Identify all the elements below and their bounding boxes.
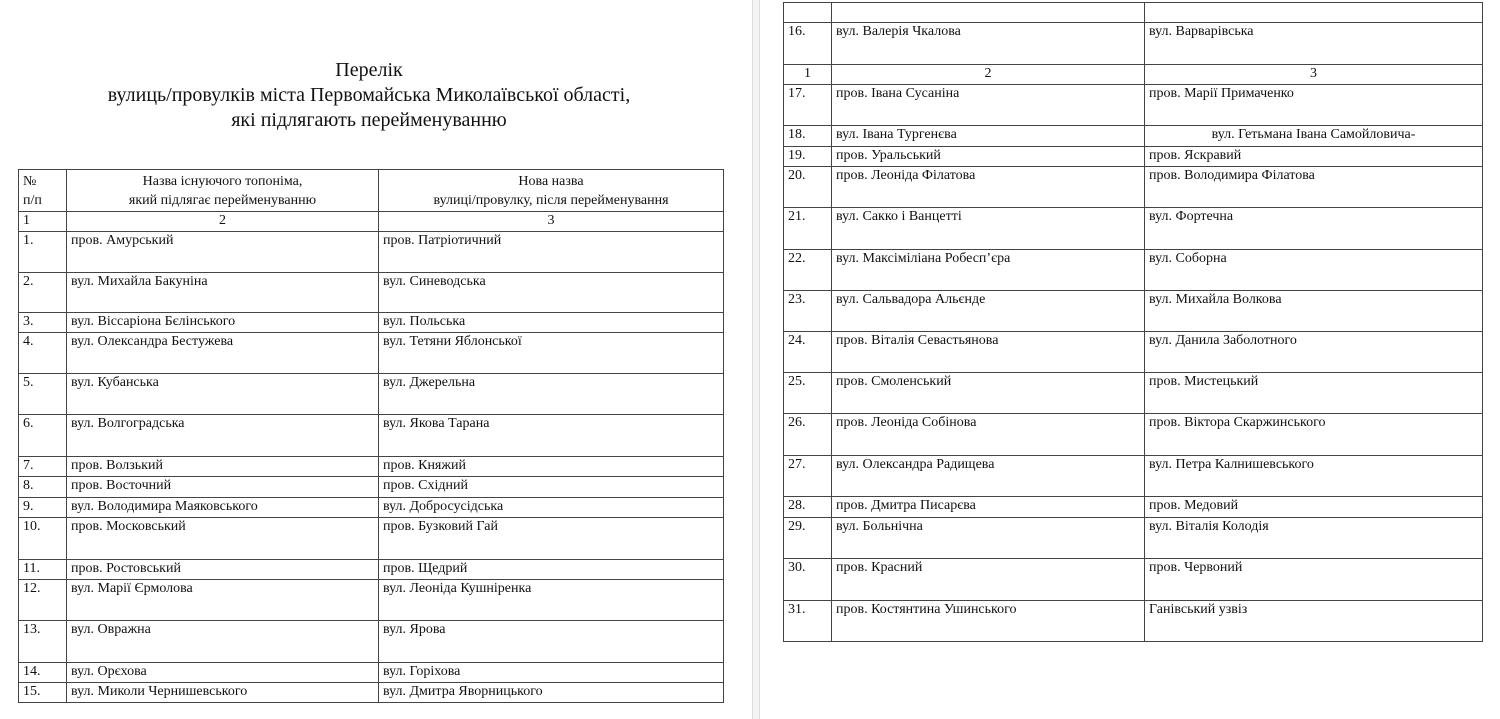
title-line-3: які підлягають перейменуванню <box>231 109 507 131</box>
table-row <box>784 23 1483 65</box>
row-number: 1. <box>19 232 67 273</box>
table-row <box>784 601 1483 642</box>
column-number-cell: 1 <box>784 65 832 85</box>
table-row <box>19 621 724 663</box>
old-name-cell: пров. Ростовський <box>67 560 379 580</box>
old-name-cell: пров. Віталія Севастьянова <box>832 332 1145 373</box>
row-number: 24. <box>784 332 832 373</box>
column-number-cell: 2 <box>832 65 1145 85</box>
old-name-cell: вул. Марії Єрмолова <box>67 580 379 621</box>
header-new-name-line-2: вулиці/провулку, після перейменування <box>433 193 669 208</box>
row-number: 4. <box>19 333 67 374</box>
header-number <box>19 170 67 212</box>
row-number: 15. <box>19 683 67 703</box>
new-name-cell: пров. Мистецький <box>1145 373 1483 414</box>
new-name-cell: пров. Володимира Філатова <box>1145 167 1483 208</box>
header-new-name-line-1: Нова назва <box>518 174 584 189</box>
table-row <box>784 85 1483 126</box>
empty-cell <box>784 3 832 23</box>
row-number: 3. <box>19 313 67 333</box>
new-name-cell: вул. Леоніда Кушніренка <box>379 580 724 621</box>
row-number: 11. <box>19 560 67 580</box>
new-name-cell: пров. Бузковий Гай <box>379 518 724 560</box>
new-name-cell: вул. Соборна <box>1145 250 1483 291</box>
table-row <box>784 456 1483 497</box>
column-number-cell: 2 <box>67 212 379 232</box>
column-number-row <box>19 212 724 232</box>
new-name-cell: вул. Петра Калнишевського <box>1145 456 1483 497</box>
table-row <box>784 497 1483 518</box>
header-old-name-line-2: який підлягає перейменуванню <box>128 193 317 208</box>
row-number: 10. <box>19 518 67 560</box>
row-number: 5. <box>19 374 67 415</box>
new-name-cell: вул. Михайла Волкова <box>1145 291 1483 332</box>
new-name-cell: вул. Ярова <box>379 621 724 663</box>
table-header-row <box>19 170 724 212</box>
table-row-empty <box>784 3 1483 23</box>
column-number-row <box>784 65 1483 85</box>
old-name-cell: пров. Леоніда Філатова <box>832 167 1145 208</box>
table-row <box>19 313 724 333</box>
row-number: 30. <box>784 559 832 601</box>
row-number: 9. <box>19 498 67 518</box>
title-line-1: Перелік <box>335 59 403 81</box>
row-number: 13. <box>19 621 67 663</box>
row-number: 6. <box>19 415 67 457</box>
row-number: 19. <box>784 147 832 167</box>
row-number: 8. <box>19 477 67 498</box>
old-name-cell: пров. Амурський <box>67 232 379 273</box>
old-name-cell: вул. Валерія Чкалова <box>832 23 1145 65</box>
new-name-cell: вул. Добросусідська <box>379 498 724 518</box>
document-title <box>14 58 724 133</box>
new-name-cell: вул. Тетяни Яблонської <box>379 333 724 374</box>
table-row <box>19 273 724 313</box>
row-number: 29. <box>784 518 832 559</box>
table-row <box>784 414 1483 456</box>
old-name-cell: вул. Віссаріона Бєлінського <box>67 313 379 333</box>
old-name-cell: пров. Московський <box>67 518 379 560</box>
table-row <box>784 291 1483 332</box>
header-number-line-1: № <box>23 174 37 189</box>
old-name-cell: вул. Миколи Чернишевського <box>67 683 379 703</box>
header-old-name-line-1: Назва існуючого топоніма, <box>142 174 303 189</box>
table-row <box>784 332 1483 373</box>
old-name-cell: вул. Михайла Бакуніна <box>67 273 379 313</box>
header-number-line-2: п/п <box>23 193 42 208</box>
table-row <box>784 559 1483 601</box>
column-number-cell: 1 <box>19 212 67 232</box>
new-name-cell: пров. Княжий <box>379 457 724 477</box>
new-name-cell: пров. Щедрий <box>379 560 724 580</box>
new-name-cell: пров. Марії Примаченко <box>1145 85 1483 126</box>
old-name-cell: вул. Івана Тургенєва <box>832 126 1145 147</box>
new-name-cell: вул. Данила Заболотного <box>1145 332 1483 373</box>
row-number: 18. <box>784 126 832 147</box>
empty-cell <box>832 3 1145 23</box>
column-number-cell: 3 <box>379 212 724 232</box>
new-name-cell: пров. Яскравий <box>1145 147 1483 167</box>
new-name-cell: вул. Горіхова <box>379 663 724 683</box>
table-row <box>19 374 724 415</box>
old-name-cell: вул. Сальвадора Альєнде <box>832 291 1145 332</box>
old-name-cell: пров. Восточний <box>67 477 379 498</box>
new-name-cell: пров. Червоний <box>1145 559 1483 601</box>
row-number: 17. <box>784 85 832 126</box>
title-line-2: вулиць/провулків міста Первомайська Миколаївської області, <box>107 84 631 106</box>
old-name-cell: вул. Волгоградська <box>67 415 379 457</box>
old-name-cell: вул. Олександра Бестужева <box>67 333 379 374</box>
new-name-cell: пров. Медовий <box>1145 497 1483 518</box>
table-row <box>19 498 724 518</box>
page-gutter <box>752 0 760 719</box>
old-name-cell: пров. Смоленський <box>832 373 1145 414</box>
table-row <box>784 167 1483 208</box>
old-name-cell: пров. Леоніда Собінова <box>832 414 1145 456</box>
header-old-name <box>67 170 379 212</box>
table-row <box>784 373 1483 414</box>
table-row <box>19 518 724 560</box>
document-page-right <box>760 0 1500 719</box>
row-number: 26. <box>784 414 832 456</box>
new-name-cell: вул. Дмитра Яворницького <box>379 683 724 703</box>
table-row <box>19 663 724 683</box>
table-row <box>784 208 1483 250</box>
new-name-cell: пров. Віктора Скаржинського <box>1145 414 1483 456</box>
table-row <box>19 333 724 374</box>
renaming-table-part-1 <box>18 169 724 703</box>
row-number: 22. <box>784 250 832 291</box>
table-row <box>784 518 1483 559</box>
old-name-cell: пров. Костянтина Ушинського <box>832 601 1145 642</box>
table-row <box>784 147 1483 167</box>
row-number: 14. <box>19 663 67 683</box>
old-name-cell: пров. Красний <box>832 559 1145 601</box>
row-number: 23. <box>784 291 832 332</box>
new-name-cell: Ганівський узвіз <box>1145 601 1483 642</box>
empty-cell <box>1145 3 1483 23</box>
table-row <box>19 580 724 621</box>
old-name-cell: вул. Больнічна <box>832 518 1145 559</box>
table-row <box>19 457 724 477</box>
new-name-cell: вул. Віталія Колодія <box>1145 518 1483 559</box>
old-name-cell: вул. Олександра Радищева <box>832 456 1145 497</box>
table-row <box>19 560 724 580</box>
row-number: 27. <box>784 456 832 497</box>
old-name-cell: вул. Сакко і Ванцетті <box>832 208 1145 250</box>
table-row <box>784 250 1483 291</box>
old-name-cell: вул. Максіміліана Робесп’єра <box>832 250 1145 291</box>
old-name-cell: пров. Дмитра Писарєва <box>832 497 1145 518</box>
new-name-cell: вул. Джерельна <box>379 374 724 415</box>
new-name-cell: вул. Синеводська <box>379 273 724 313</box>
table-row <box>19 477 724 498</box>
row-number: 28. <box>784 497 832 518</box>
row-number: 21. <box>784 208 832 250</box>
header-new-name <box>379 170 724 212</box>
new-name-cell: вул. Польська <box>379 313 724 333</box>
renaming-table-part-2 <box>783 2 1483 642</box>
new-name-cell: вул. Гетьмана Івана Самойловича- <box>1145 126 1483 147</box>
new-name-cell: вул. Фортечна <box>1145 208 1483 250</box>
new-name-cell: вул. Варварівська <box>1145 23 1483 65</box>
row-number: 25. <box>784 373 832 414</box>
row-number: 7. <box>19 457 67 477</box>
row-number: 31. <box>784 601 832 642</box>
old-name-cell: вул. Орєхова <box>67 663 379 683</box>
row-number: 2. <box>19 273 67 313</box>
old-name-cell: пров. Івана Сусаніна <box>832 85 1145 126</box>
row-number: 20. <box>784 167 832 208</box>
old-name-cell: вул. Володимира Маяковського <box>67 498 379 518</box>
table-row <box>19 683 724 703</box>
table-row <box>19 415 724 457</box>
old-name-cell: пров. Волзький <box>67 457 379 477</box>
row-number: 16. <box>784 23 832 65</box>
table-row <box>784 126 1483 147</box>
column-number-cell: 3 <box>1145 65 1483 85</box>
table-row <box>19 232 724 273</box>
new-name-cell: пров. Східний <box>379 477 724 498</box>
new-name-cell: пров. Патріотичний <box>379 232 724 273</box>
row-number: 12. <box>19 580 67 621</box>
new-name-cell: вул. Якова Тарана <box>379 415 724 457</box>
old-name-cell: пров. Уральський <box>832 147 1145 167</box>
old-name-cell: вул. Овражна <box>67 621 379 663</box>
old-name-cell: вул. Кубанська <box>67 374 379 415</box>
